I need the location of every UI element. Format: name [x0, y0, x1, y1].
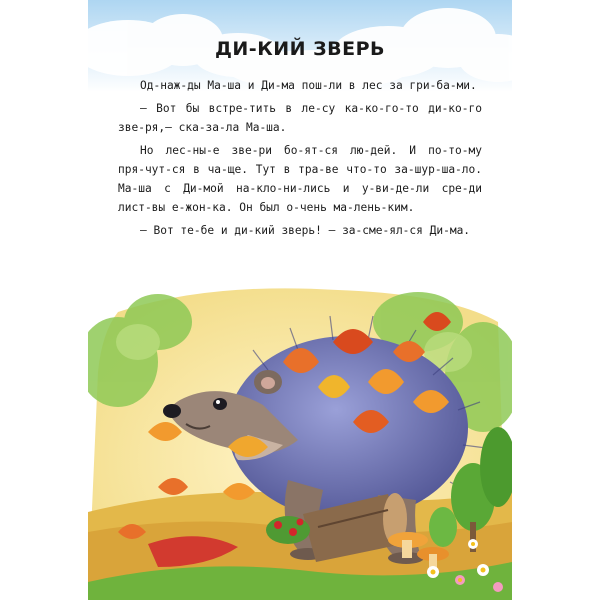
story-text	[118, 76, 482, 244]
paragraph: — Вот те-бе и ди-кий зверь! — за-сме-ял-ся Ди-ма.	[140, 224, 471, 237]
book-page	[88, 0, 512, 600]
hedgehog-eye	[213, 398, 227, 410]
paragraph: Но лес-ны-е зве-ри бо-ят-ся лю-дей. И по-то-му пря-чут-ся в ча-ще. Тут в тра-ве что-то за-шур-ша-ло. Ма-ша с Ди-мой на-кло-ни-лись и у-ви-де-ли сре-ди лист-вы е-жон-ка. Он был о-чень ма-лень-ким.	[118, 144, 482, 214]
paragraph: — Вот бы встре-тить в ле-су ка-ко-го-то ди-ко-го зве-ря,— ска-за-ла Ма-ша.	[118, 102, 482, 134]
hedgehog-nose	[163, 404, 181, 418]
hedgehog-illustration	[88, 282, 512, 600]
story-title: ДИ-КИЙ ЗВЕРЬ	[214, 38, 386, 60]
paragraph: Од-наж-ды Ма-ша и Ди-ма пош-ли в лес за гри-ба-ми.	[140, 79, 477, 92]
berries-bush	[266, 516, 310, 544]
